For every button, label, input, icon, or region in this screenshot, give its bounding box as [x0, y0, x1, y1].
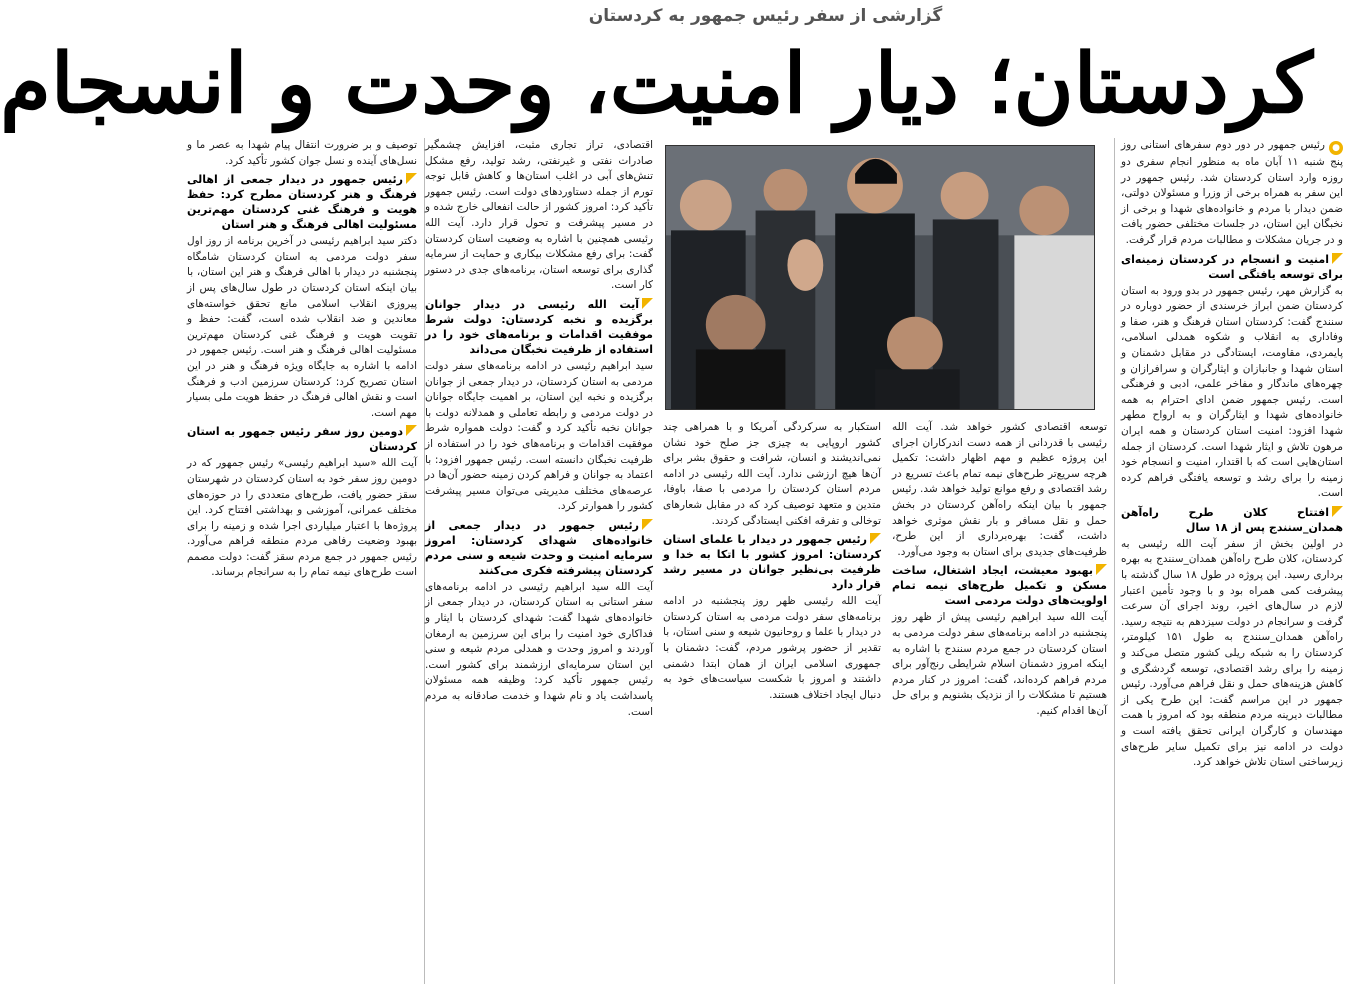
- article-column-5: [187, 138, 417, 984]
- article-photo: [665, 145, 1095, 410]
- subheading: رئیس جمهور در دیدار با علمای استان کردستان: امروز کشور با اتکا به خدا و ظرفیت بی‌نظیر جوانان در مسیر رشد قرار دارد: [663, 533, 881, 592]
- photo-crowd-icon: [666, 146, 1094, 409]
- article-column-1: [1121, 138, 1343, 984]
- paragraph: آیت الله سید ابراهیم رئیسی پیش از ظهر روز پنجشنبه در ادامه برنامه‌های سفر دولت مردمی به استان کردستان در جمع مردم سنندج با اشاره به اینکه امروز دشمنان اسلام شرایطی رنج‌آور برای مردم فراهم کرده‌اند، گفت: امروز در کنار مردم هستیم تا مشکلات را از نزدیک بشنویم و برای حل آن‌ها اقدام کنیم.: [892, 611, 1107, 717]
- paragraph: آیت الله «سید ابراهیم رئیسی» رئیس جمهور که در دومین روز سفر خود به استان کردستان در شهرستان سقز حضور یافت، طرح‌های متعددی را در حوزه‌های مختلف عمرانی، آموزشی و بهداشتی افتتاح کرد. این پروژه‌ها با اعتبار میلیاردی اجرا شده و زمینه را برای بهبود وضعیت رفاهی مردم منطقه فراهم می‌آورد. رئیس جمهور در جمع مردم سقز گفت: دولت مصمم است طرح‌های نیمه تمام را به سرانجام برساند.: [187, 457, 417, 579]
- subheading: آیت الله رئیسی در دیدار جوانان برگزیده و نخبه کردستان: دولت شرط موفقیت اقدامات و برنامه‌های خود را در استفاده از ظرفیت نخبگان می‌داند: [425, 297, 653, 356]
- paragraph: سید ابراهیم رئیسی در ادامه برنامه‌های سفر دولت مردمی به استان کردستان، در دیدار جمعی از جوانان برگزیده و نخبه این استان، بر اهمیت جایگاه جوانان در دولت مردمی و رابطه تعاملی و همدلانه دولت با جوانان نخبه تأکید کرد و گفت: دولت همواره شرط موفقیت اقدامات و برنامه‌های خود را در استفاده از ظرفیت نخبگان دانسته است. رئیس جمهور افزود: با اعتماد به جوانان و فراهم کردن زمینه حضور آن‌ها در عرصه‌های مختلف مدیریتی می‌توان مسیر پیشرفت کشور را هموارتر کرد.: [425, 359, 653, 513]
- subheading: رئیس جمهور در دیدار جمعی از اهالی فرهنگ و هنر کردستان مطرح کرد: حفظ هویت و فرهنگ غنی کردستان مهم‌ترین مسئولیت اهالی فرهنگ و هنر استان: [187, 173, 417, 232]
- paragraph: دکتر سید ابراهیم رئیسی در آخرین برنامه از روز اول سفر دولت مردمی به استان کردستان شامگاه پنجشنبه در دیدار با اهالی فرهنگ و هنر این استان، با بیان اینکه استان کردستان در طول سال‌های پس از پیروزی انقلاب اسلامی مانع تحقق خواسته‌های معاندین و ضد انقلاب شده است، گفت: حفظ و تقویت هویت و فرهنگ غنی کردستان مهم‌ترین مسئولیت اهالی فرهنگ و هنر است. رئیس جمهور در ادامه با اشاره به جایگاه ویژه فرهنگ و هنر در این استان تصریح کرد: کردستان سرزمین ادب و فرهنگ است و نقش اهالی فرهنگ در حفظ هویت ملی بسیار مهم است.: [187, 235, 417, 419]
- article-column-2: [892, 420, 1107, 984]
- section-marker-icon: [1332, 253, 1343, 264]
- article-headline: کردستان؛ دیار امنیت، وحدت و انسجام: [0, 36, 1313, 132]
- article-column-3: [663, 420, 881, 984]
- section-marker-icon: [642, 519, 653, 530]
- subheading: رئیس جمهور در دیدار جمعی از خانواده‌های شهدای کردستان: امروز سرمایه امنیت و وحدت شیعه و سنی مردم کردستان پیشرفته فکری می‌کنند: [425, 518, 653, 577]
- section-marker-icon: [406, 173, 417, 184]
- article-kicker: گزارشی از سفر رئیس جمهور به کردستان: [588, 6, 943, 26]
- section-marker-icon: [870, 533, 881, 544]
- paragraph: استکبار به سرکردگی آمریکا و با همراهی چند کشور اروپایی به چیزی جز صلح خود نشان نمی‌اندیشند و انسان، شرافت و حقوق بشر برای آن‌ها هیچ ارزشی ندارد. آیت الله رئیسی در ادامه مردم استان کردستان را مردمی با صفا، باوفا، متدین و متعهد توصیف کرد که در مقابل شعارهای توخالی و تفرقه افکنی ایستادگی کردند.: [663, 421, 881, 527]
- article-column-4: [425, 138, 653, 984]
- paragraph: آیت الله رئیسی ظهر روز پنجشنبه در ادامه برنامه‌های سفر دولت مردمی به استان کردستان در دیدار با علما و روحانیون شیعه و سنی استان، با تقدیر از حضور پرشور مردم، گفت: دشمنان با جمهوری اسلامی ایران از همان ابتدا دشمنی داشتند و امروز با شکست سیاست‌های خود به دنبال ایجاد اختلاف هستند.: [663, 595, 881, 701]
- subheading: امنیت و انسجام در کردستان زمینه‌ای برای توسعه یافتگی است: [1121, 252, 1343, 281]
- section-marker-icon: [1332, 506, 1343, 517]
- lead-bullet-icon: ●: [1329, 141, 1343, 155]
- paragraph: اقتصادی، تراز تجاری مثبت، افزایش چشمگیر صادرات نفتی و غیرنفتی، رشد تولید، رفع مشکل تنش‌های آبی در اغلب استان‌ها و کاهش قابل توجه تورم از جمله دستاوردهای دولت است. رئیس جمهور تأکید کرد: امروز کشور از حالت انفعالی خارج شده و در مسیر پیشرفت و تحول قرار دارد. آیت الله رئیسی همچنین با اشاره به وضعیت استان کردستان گفت: برای رفع مشکلات بیکاری و حمایت از سرمایه گذاری برای توسعه استان، برنامه‌های جدی در دستور کار است.: [425, 139, 653, 292]
- column-rule: [1114, 138, 1115, 984]
- paragraph: رئیس جمهور در دور دوم سفرهای استانی روز پنج شنبه ۱۱ آبان ماه به منظور انجام سفری دو روزه وارد استان کردستان شد. رئیس جمهور در این سفر به همراه برخی از وزرا و مسئولان دولتی، ضمن دیدار با مردم و خانواده‌های شهدا و برخی از نخبگان این استان، در جلسات مختلفی حضور یافت و در جریان مشکلات و مطالبات مردم قرار گرفت.: [1121, 139, 1343, 246]
- paragraph: توسعه اقتصادی کشور خواهد شد. آیت الله رئیسی با قدردانی از همه دست اندرکاران اجرای این پروژه عظیم و مهم اظهار داشت: تکمیل هرچه سریع‌تر طرح‌های نیمه تمام باعث تسریع در رشد اقتصادی و رفع موانع تولید خواهد شد. رئیس جمهور با بیان اینکه راه‌آهن کردستان در بخش حمل و نقل مسافر و بار نقش موثری خواهد داشت، گفت: بهره‌برداری از این طرح، ظرفیت‌های جدیدی برای استان به وجود می‌آورد.: [892, 421, 1107, 558]
- paragraph: توصیف و بر ضرورت انتقال پیام شهدا به عصر ما و نسل‌های آینده و نسل جوان کشور تأکید کرد.: [187, 139, 417, 167]
- paragraph: در اولین بخش از سفر آیت الله رئیسی به کردستان، کلان طرح راه‌آهن همدان_سنندج به بهره برداری رسید. این پروژه در طول ۱۸ سال گذشته با پیشرفت کمی همراه بود و با وجود تأمین اعتبار لازم در سال‌های اخیر، روند اجرای آن سرعت گرفت و سرانجام در دولت سیزدهم به نتیجه رسید. راه‌آهن همدان_سنندج به طول ۱۵۱ کیلومتر، کردستان را به شبکه ریلی کشور متصل می‌کند و زمینه را برای رشد اقتصادی، توسعه گردشگری و کاهش هزینه‌های حمل و نقل فراهم می‌آورد. رئیس جمهور در این مراسم گفت: این طرح یکی از مطالبات دیرینه مردم منطقه بود که امروز با همت مهندسان و کارگران ایرانی تحقق یافته است و دولت در ادامه نیز برای تکمیل سایر طرح‌های زیرساختی استان تلاش خواهد کرد.: [1121, 537, 1343, 769]
- section-marker-icon: [1096, 564, 1107, 575]
- section-marker-icon: [406, 425, 417, 436]
- subheading: افتتاح کلان طرح راه‌آهن همدان_سنندج پس از ۱۸ سال: [1121, 505, 1343, 534]
- subheading: بهبود معیشت، ایجاد اشتغال، ساخت مسکن و تکمیل طرح‌های نیمه تمام اولویت‌های دولت مردمی است: [892, 564, 1107, 608]
- section-marker-icon: [642, 298, 653, 309]
- subheading: دومین روز سفر رئیس جمهور به استان کردستان: [187, 425, 417, 454]
- paragraph: آیت الله سید ابراهیم رئیسی در ادامه برنامه‌های سفر استانی به استان کردستان، در دیدار جمعی از خانواده‌های شهدا گفت: شهدای کردستان با ایثار و فداکاری خود امنیت را برای این سرزمین به ارمغان آوردند و امروز وحدت و همدلی مردم شیعه و سنی این استان سرمایه‌ای ارزشمند برای کشور است. رئیس جمهور تأکید کرد: وظیفه همه مسئولان پاسداشت یاد و نام شهدا و خدمت صادقانه به مردم است.: [425, 580, 653, 718]
- paragraph: به گزارش مهر، رئیس جمهور در بدو ورود به استان کردستان ضمن ابراز خرسندی از حضور دوباره در سنندج گفت: کردستان استان فرهنگ و هنر، صفا و وفاداری به انقلاب و شکوه همدلی اسلامی، پایمردی، مقاومت، ایستادگی در مقابل دشمنان و استان شهدا و جانبازان و ایثارگران و سرافرازان و چهره‌های ماندگار و مفاخر علمی، ادبی و فرهنگی است. رئیس جمهور ضمن ادای احترام به همه خانواده‌های شهدا و ایثارگران و به ارواح مطهر شهدا افزود: امنیت استان کردستان و همه ایران مرهون تلاش و ایثار شهدا است. کردستان از جمله استان‌هایی است که با اقتدار، امنیت و انسجام خود زمینه را برای رشد و توسعه یافتگی فراهم کرده است.: [1121, 284, 1343, 500]
